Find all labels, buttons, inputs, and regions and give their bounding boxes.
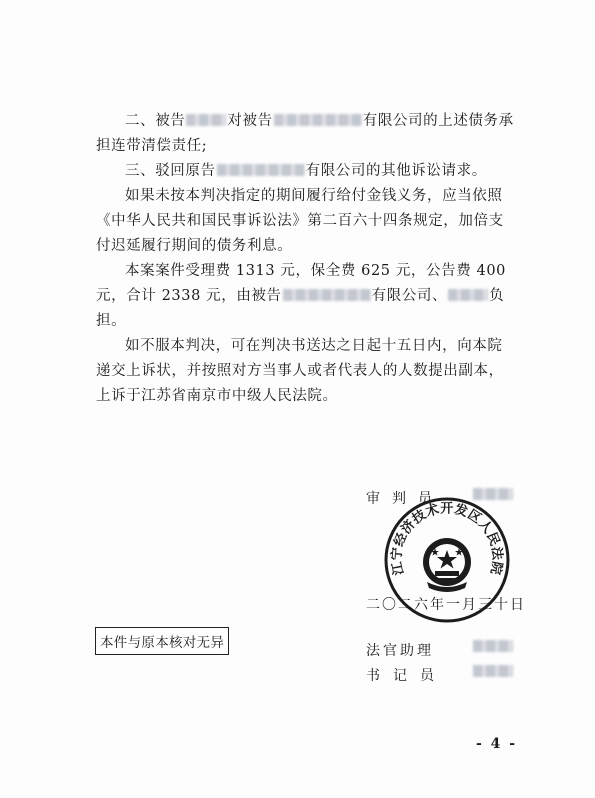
page-number: - 4 -	[476, 736, 518, 752]
item-two-mid: 对被告	[227, 113, 273, 129]
redacted-clerk-name	[473, 665, 513, 677]
certified-copy-stamp: 本件与原本核对无异	[95, 627, 229, 655]
redacted-company	[274, 114, 362, 126]
clerk-signature-row	[366, 665, 447, 685]
redacted-name	[448, 289, 488, 301]
appeal-paragraph: 如不服本判决，可在判决书送达之日起十五日内，向本院递交上诉状，并按照对方当事人或者代表人的人数提出副本，上诉于江苏省南京市中级人民法院。	[96, 338, 504, 404]
judgment-date: 二〇二六年一月三十日	[366, 597, 526, 613]
item-two-lead: 二、被告	[125, 113, 186, 129]
enforcement-paragraph: 如果未按本判决指定的期间履行给付金钱义务，应当依照《中华人民共和国民事诉讼法》第二百六十四条规定，加倍支付迟延履行期间的债务利息。	[96, 188, 504, 254]
clerk-label: 书记员	[366, 668, 447, 684]
seal-text: 江宁经济技术开发区人民法院	[389, 501, 505, 577]
judge-label: 审判员	[366, 491, 444, 507]
judgment-body	[96, 109, 514, 409]
fees-paragraph	[96, 259, 514, 334]
item-two-paragraph	[96, 109, 514, 159]
fees-mid: 有限公司、	[371, 288, 448, 304]
national-emblem	[423, 538, 471, 592]
assistant-label: 法官助理	[366, 643, 434, 659]
fees-tail: 负担。	[96, 288, 505, 329]
item-two-tail: 有限公司的上述债务承担连带清偿责任;	[96, 113, 514, 154]
redacted-company	[217, 164, 305, 176]
redacted-assistant-name	[473, 640, 513, 652]
item-three-lead: 三、驳回原告	[125, 163, 216, 179]
item-three-tail: 有限公司的其他诉讼请求。	[305, 163, 487, 179]
redacted-name	[186, 114, 226, 126]
redacted-company	[283, 289, 371, 301]
fees-lead: 本案案件受理费 1313 元，保全费 625 元，公告费 400 元，合计 2338 元，由被告	[96, 263, 506, 304]
item-three-paragraph	[96, 159, 514, 184]
assistant-signature-row	[366, 640, 434, 660]
